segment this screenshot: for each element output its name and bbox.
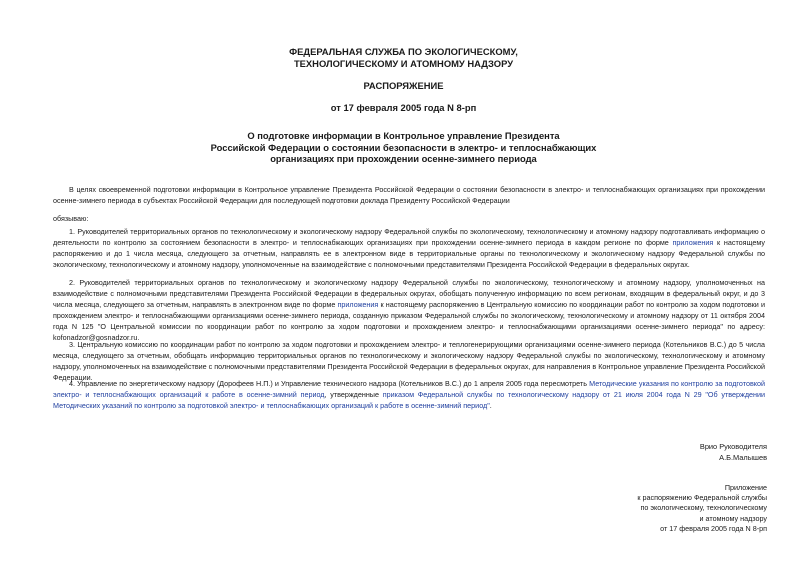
appendix-line-1: Приложение bbox=[724, 483, 767, 492]
appendix-line-5: от 17 февраля 2005 года N 8-рп bbox=[660, 523, 767, 533]
signatory-name: А.Б.Малышев bbox=[719, 453, 767, 462]
appendix-line-4: и атомному надзору bbox=[699, 513, 767, 523]
appendix-line-3: по экологическому, технологическому bbox=[640, 503, 767, 513]
subject-line-1: О подготовке информации в Контрольное управление Президента bbox=[247, 130, 560, 141]
subject-line-2: Российской Федерации о состоянии безопасности в электро- и теплоснабжающих bbox=[210, 141, 597, 153]
methodical-guidelines-link[interactable]: Методические указания по контролю за подготовкой электро- и теплоснабжающих организаций к работе в осенне-зимний период bbox=[53, 379, 766, 399]
agency-title bbox=[0, 46, 807, 69]
paragraph-3: 3. Центральную комиссию по координации работ по контролю за ходом подготовки и прохождением электро- и теплогенерирующими организациями осенне-зимнего периода (Котельников В.С.) до 5 числа месяца, следующего за отчетным, обобщать информацию территориальных органов по технологическому и экологическому надзору Федеральной службы по экологическому, технологическому и атомному надзору, уполномоченных на взаимодействие с полномочными представителями Президента Российской Федерации в федеральных округах, для направления в Контрольное управление Президента Российской Федерации. bbox=[53, 340, 765, 382]
subject-line-3: организациях при прохождении осенне-зимнего периода bbox=[270, 153, 537, 164]
paragraph-2-text-b: к настоящему распоряжению в Центральную комиссию по координации работ по контролю за ходом подготовки и прохождением электро- и теплоснабжающими организациями осенне-зимнего периода, созданную приказом Федеральной службы по экологическому, технологическому и атомному надзору от 11 октября 2004 года N 125 "О Центральной комиссии по координации работ по контролю за ходом подготовки и прохождением электро- и теплоснабжающими организациями осенне-зимнего периода" по адресу: kofonadzor@gosnadzor.ru. bbox=[53, 300, 765, 342]
document-subject bbox=[0, 130, 807, 165]
intro-paragraph: В целях своевременной подготовки информации в Контрольное управление Президента Российской Федерации о состоянии безопасности в электро- и теплоснабжающих организациях при прохождении осенне-зимнего периода в субъектах Российской Федерации для последующей подготовки доклада Президенту Российской Федерации bbox=[53, 185, 765, 205]
signatory-title: Врио Руководителя bbox=[699, 442, 767, 451]
paragraph-4-text-b: , утвержденные bbox=[324, 390, 383, 399]
agency-line-1: ФЕДЕРАЛЬНАЯ СЛУЖБА ПО ЭКОЛОГИЧЕСКОМУ, bbox=[289, 46, 518, 57]
paragraph-4-text-c: . bbox=[489, 401, 492, 410]
document-date: от 17 февраля 2005 года N 8-рп bbox=[330, 102, 477, 113]
paragraph-1-text-b: к настоящему распоряжению и до 1 числа месяца, следующего за отчетным, направлять ее в электронном виде в территориальные органы по технологическому и экологическому надзору Федеральной службы по экологическому, технологическому и атомному надзору, уполномоченные на взаимодействие с полномочными представителями Президента Российской Федерации в федеральных округах. bbox=[53, 238, 765, 269]
document-type: РАСПОРЯЖЕНИЕ bbox=[363, 80, 444, 91]
paragraph-1-text-a: 1. Руководителей территориальных органов по технологическому и экологическому надзору Федеральной службы по экологическому, технологическому и атомному надзору подготавливать информацию о деятельности по контролю за состоянием безопасности в электро- и теплоснабжающих организациях при прохождении осенне-зимнего периода в каждом регионе по форме bbox=[53, 227, 765, 247]
agency-line-2: ТЕХНОЛОГИЧЕСКОМУ И АТОМНОМУ НАДЗОРУ bbox=[293, 57, 514, 69]
appendix-header bbox=[637, 483, 767, 534]
appendix-line-2: к распоряжению Федеральной службы bbox=[637, 493, 767, 503]
paragraph-1 bbox=[53, 226, 765, 270]
paragraph-4-text-a: 4. Управление по энергетическому надзору (Дорофеев Н.П.) и Управление технического надзора (Котельников В.С.) до 1 апреля 2005 года пересмотреть bbox=[69, 379, 590, 388]
order-29-link[interactable]: приказом Федеральной службы по технологическому надзору от 21 июля 2004 года N 29 "Об утверждении Методических указаний по контролю за подготовкой электро- и теплоснабжающих организаций к работе в осенне-зимний период" bbox=[53, 390, 766, 410]
appendix-link-2[interactable]: приложения bbox=[337, 300, 379, 309]
appendix-link-1[interactable]: приложения bbox=[672, 238, 714, 247]
paragraph-2-text-a: 2. Руководителей территориальных органов по технологическому и экологическому надзору Федеральной службы по экологическому, технологическому и атомному надзору, уполномоченных на взаимодействие с полномочными представителями Президента Российской Федерации в федеральных округах, обобщать полученную информацию по всем регионам, входящим в федеральный округ, и до 3 числа месяца, следующего за отчетным, направлять в электронном виде по форме bbox=[53, 278, 765, 309]
paragraph-4 bbox=[53, 378, 765, 411]
obliges-label: обязываю: bbox=[53, 214, 89, 223]
paragraph-2 bbox=[53, 277, 765, 343]
